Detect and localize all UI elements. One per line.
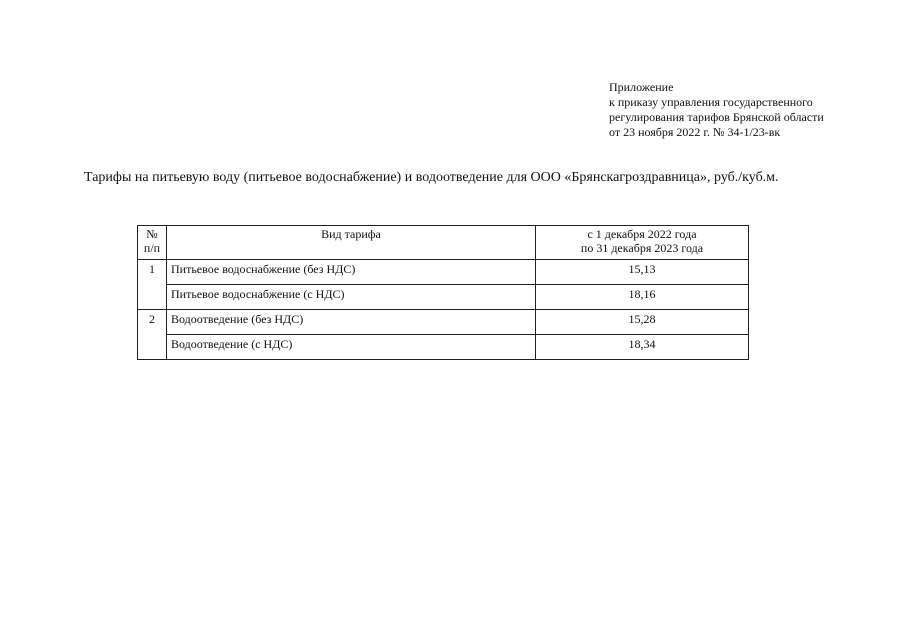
appendix-line: регулирования тарифов Брянской области [609,110,824,124]
header-number [138,226,167,260]
header-period-line2: по 31 декабря 2023 года [580,241,704,255]
appendix-block [609,80,824,140]
table-row [138,310,749,335]
header-number-line2: п/п [143,241,161,255]
row-tariff-kind: Водоотведение (с НДС) [167,335,536,360]
header-number-line1: № [146,227,158,241]
row-tariff-kind: Водоотведение (без НДС) [167,310,536,335]
row-tariff-kind: Питьевое водоснабжение (без НДС) [167,260,536,285]
appendix-line: Приложение [609,80,674,94]
table-row [138,260,749,285]
table-header-row [138,226,749,260]
header-period-line1: с 1 декабря 2022 года [587,227,697,241]
table-row [138,335,749,360]
appendix-line: от 23 ноября 2022 г. № 34-1/23-вк [609,125,781,139]
row-tariff-value: 15,28 [536,310,749,335]
header-tariff-kind: Вид тарифа [167,226,536,260]
document-title: Тарифы на питьевую воду (питьевое водоснабжение) и водоотведение для ООО «Брянскагроздравница», руб./куб.м. [84,170,779,185]
row-tariff-value: 15,13 [536,260,749,285]
header-period [536,226,749,260]
row-tariff-value: 18,34 [536,335,749,360]
row-number: 2 [138,310,167,360]
table-row [138,285,749,310]
appendix-line: к приказу управления государственного [609,95,813,109]
tariff-table [137,225,749,360]
row-number: 1 [138,260,167,310]
row-tariff-value: 18,16 [536,285,749,310]
row-tariff-kind: Питьевое водоснабжение (с НДС) [167,285,536,310]
